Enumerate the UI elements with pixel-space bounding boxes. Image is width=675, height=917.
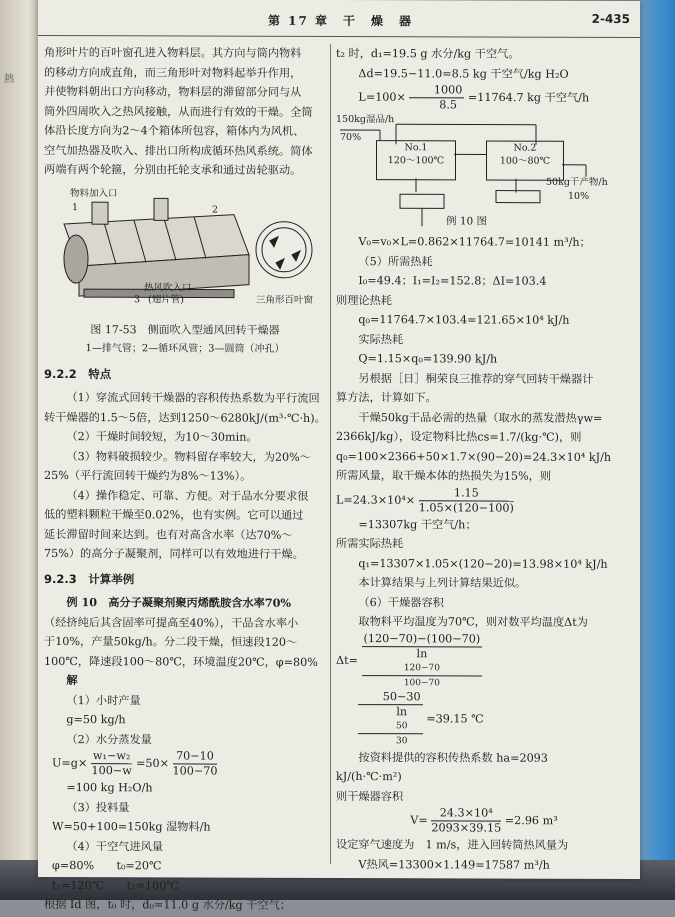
intro-line: 并使物料朝出口方向移动，物料层的滞留部分同与从: [44, 82, 326, 102]
feature-line: 转干燥器的1.5～5倍，达到1250～6280kJ/(m³·℃·h)。: [44, 407, 326, 427]
equation-l2: [336, 485, 632, 515]
ln-text: ln: [358, 705, 422, 719]
equation: I₀=49.4；I₁=I₂=152.8；ΔI=103.4: [336, 271, 632, 292]
column-divider: [330, 44, 331, 864]
text-line: t₂ 时，d₁=19.5 g 水分/kg 干空气。: [336, 44, 632, 65]
text-line: 干燥50kg干品必需的热量（取水的蒸发潜热γw=: [336, 407, 632, 428]
intro-line: 角形叶片的百叶窗孔进入物料层。其方向与筒内物料: [44, 43, 326, 63]
fraction: [362, 632, 483, 690]
fraction: [409, 83, 464, 112]
equation: g=50 kg/h: [44, 710, 326, 730]
equation: =100 kg H₂O/h: [44, 778, 326, 798]
numerator: 50: [358, 719, 422, 734]
fraction: [431, 806, 501, 835]
feature-line: 25%（平行流回转干燥约为8%～13%）。: [44, 466, 326, 486]
step-heading: （6）干燥器容积: [336, 592, 632, 613]
fraction: [91, 749, 133, 778]
equation: V热风=13300×1.149=17587 m³/h: [336, 854, 632, 875]
text-line: 按资料提供的容积传热系数 ha=2093: [336, 747, 632, 768]
callout-3: 3: [134, 294, 140, 305]
wet-feed-label: 150kg湿品/h: [336, 114, 394, 125]
text-line: 另根据［日］桐荣良三推荐的穿气回转干燥器计: [336, 368, 632, 389]
denominator: 100−70: [362, 676, 483, 690]
callout-1: 1: [72, 202, 78, 213]
eq-text: L=24.3×10⁴×: [336, 493, 415, 506]
text-line: 则理论热耗: [336, 290, 632, 311]
equation: V₀=v₀×L=0.862×11764.7=10141 m³/h；: [336, 232, 632, 253]
intro-line: 筒外四周吹入之热风接触，从而进行有效的干燥。全筒: [44, 101, 326, 121]
feature-line: （4）操作稳定、可靠、方便。对于品水分要求很: [44, 485, 326, 505]
fraction: [358, 690, 422, 748]
eq-text: =11764.7 kg 干空气/h: [468, 91, 589, 104]
example-line: （经挤纯后其含固率可提高至40%），干品含水率小: [44, 612, 326, 632]
text-line: 2366kJ/kg），设定物料比热cs=1.7/(kg·℃)，则: [336, 427, 632, 448]
equation: t₁=120℃ t₂=100℃: [44, 875, 326, 895]
feature-line: 延长滞留时间来达到。也有对高含水率（达70%～: [44, 524, 326, 544]
dry-product-percent: 10%: [568, 191, 589, 202]
fraction: [362, 661, 483, 690]
denominator: 100−w: [91, 764, 133, 778]
section-9-2-3-title: 9.2.3 计算举例: [44, 569, 326, 589]
text-line: 算方法，计算如下。: [336, 388, 632, 409]
dryer-stage-2: [486, 141, 564, 181]
text-line: 本计算结果与上列计算结果近似。: [336, 573, 632, 594]
stage-1-temp: 120～100℃: [377, 154, 455, 167]
step-heading: （5）所需热耗: [336, 251, 632, 272]
intro-line: 空气加热器及吹入、排出口所构成循环热风系统。简体: [44, 140, 326, 160]
step-heading: （4）干空气进风量: [44, 836, 326, 856]
chapter-title: 第 17 章 干 燥 器: [268, 12, 413, 30]
margin-note: 熱: [4, 60, 34, 100]
blue-binder-edge: [637, 0, 675, 900]
example-10-diagram: [336, 114, 632, 233]
equation: =13307kg 干空气/h；: [336, 514, 632, 535]
text-line: 实际热耗: [336, 329, 632, 350]
text-line: 所需风量，取干燥本体的热损失为15%，则: [336, 466, 632, 487]
text-line: 设定穿气速度为 1 m/s，进入回转筒热风量为: [336, 835, 632, 856]
step-heading: （3）投料量: [44, 797, 326, 817]
eq-text: =39.15 ℃: [426, 712, 483, 725]
fraction: [419, 486, 514, 515]
equation: Q=1.15×q₀=139.90 kJ/h: [336, 349, 632, 370]
left-page-edge: [0, 0, 40, 900]
running-header: [38, 0, 640, 38]
denominator: 2093×39.15: [431, 821, 501, 835]
example-line: 例 10 高分子凝聚剂聚丙烯酰胺含水率70%: [44, 593, 326, 613]
feed-inlet-label: 物料加入口: [70, 188, 118, 199]
feature-line: （2）干燥时间较短，为10～30min。: [44, 427, 326, 447]
denominator: 1.05×(120−100): [419, 501, 514, 515]
louver-label: (翅片管): [148, 294, 184, 305]
numerator: 24.3×10⁴: [431, 806, 501, 821]
denominator: 8.5: [409, 98, 464, 112]
left-column: [44, 43, 326, 915]
text-line: 所需实际热耗: [336, 534, 632, 555]
hot-air-inlet-label: 热风吹入口: [144, 282, 192, 293]
fraction: [173, 749, 218, 778]
equation: q₁=13307×1.05×(120−20)=13.98×10⁴ kJ/h: [336, 553, 632, 574]
numerator: 50−30: [358, 690, 422, 705]
equation-u: [44, 749, 326, 779]
equation-dt: [336, 631, 632, 690]
figure-17-53: [44, 183, 326, 316]
eq-text: =50×: [136, 757, 169, 770]
ln-text: ln: [362, 647, 483, 661]
feature-line: 75%）的高分子凝聚剂，同样可以有效地进行干燥。: [44, 544, 326, 564]
fraction: [358, 719, 422, 748]
text-line: q₀=100×2366+50×1.7×(90−20)=24.3×10⁴ kJ/h: [336, 446, 632, 467]
solution-label: 解: [44, 671, 326, 691]
text-line: 取物料平均温度为70℃，则对数平均温度Δt为: [336, 612, 632, 633]
eq-text: Δt=: [336, 653, 358, 666]
dryer-stage-1: [376, 140, 456, 180]
denominator: [358, 705, 422, 748]
intro-line: 体沿长度方向为2～4个箱体所包容，箱体内为风机、: [44, 121, 326, 141]
denominator: [362, 647, 483, 690]
text-line: 根据 Id 图，t₀ 时，d₀=11.0 g 水分/kg 干空气；: [44, 895, 326, 915]
numerator: w₁−w₂: [91, 749, 133, 764]
book-page: [38, 0, 640, 879]
denominator: 100−70: [173, 764, 218, 778]
denominator: 30: [358, 734, 422, 748]
triangle-louver-label: 三角形百叶窗: [256, 294, 313, 305]
intro-line: 的移动方向成直角，而三角形叶对物料起举升作用，: [44, 62, 326, 82]
feature-line: （3）物料破损较少。物料留存率较大，为20%～: [44, 446, 326, 466]
callout-2: 2: [212, 204, 218, 215]
equation-v: [336, 806, 632, 836]
step-heading: （2）水分蒸发量: [44, 729, 326, 749]
section-9-2-2-title: 9.2.2 特点: [44, 364, 326, 384]
eq-text: V=: [410, 814, 427, 827]
figure-caption: 图 17-53 侧面吹入型通风回转干燥器: [44, 319, 326, 339]
equation: W=50+100=150kg 湿物料/h: [44, 817, 326, 837]
intro-line: 两端有两个轮箍，分别由托轮支承和通过齿轮驱动。: [44, 160, 326, 180]
equation-l: [336, 83, 632, 113]
numerator: (120−70)−(100−70): [362, 632, 483, 647]
wet-feed-percent: 70%: [340, 132, 361, 143]
numerator: 70−10: [173, 749, 218, 764]
stage-1-title: No.1: [377, 141, 455, 154]
example-line: 100℃，降速段100～80℃，环境温度20℃，φ=80%: [44, 651, 326, 671]
right-column: [336, 44, 632, 875]
numerator: 120−70: [362, 661, 483, 676]
stage-2-temp: 100～80℃: [487, 155, 563, 168]
equation-dt2: [336, 689, 632, 748]
text-line: 则干燥器容积: [336, 786, 632, 807]
text-line: kJ/(h·℃·m²): [336, 767, 632, 788]
eq-text: U=g×: [52, 756, 87, 769]
dry-product-label: 50kg干产物/h: [546, 177, 608, 188]
equation: q₀=11764.7×103.4=121.65×10⁴ kJ/h: [336, 310, 632, 331]
stage-2-title: No.2: [487, 142, 563, 155]
example-10-caption: 例 10 图: [446, 216, 487, 227]
page-number: 2-435: [592, 12, 630, 26]
example-line: 于10%，产量50kg/h。分二段干燥，恒速段120～: [44, 632, 326, 652]
numerator: 1.15: [419, 486, 514, 501]
eq-text: L=100×: [358, 91, 406, 104]
feature-line: （1）穿流式回转干燥器的容积传热系数为平行流回: [44, 388, 326, 408]
numerator: 1000: [409, 83, 464, 98]
step-heading: （1）小时产量: [44, 690, 326, 710]
equation: Δd=19.5−11.0=8.5 kg 干空气/kg H₂O: [336, 63, 632, 84]
eq-text: =2.96 m³: [505, 814, 558, 827]
figure-legend: 1—排气管；2—循环风管；3—圆筒（冲孔）: [44, 339, 326, 359]
equation: φ=80% t₀=20℃: [44, 856, 326, 876]
feature-line: 低的塑料颗粒干燥至0.02%，也有实例。它可以通过: [44, 505, 326, 525]
